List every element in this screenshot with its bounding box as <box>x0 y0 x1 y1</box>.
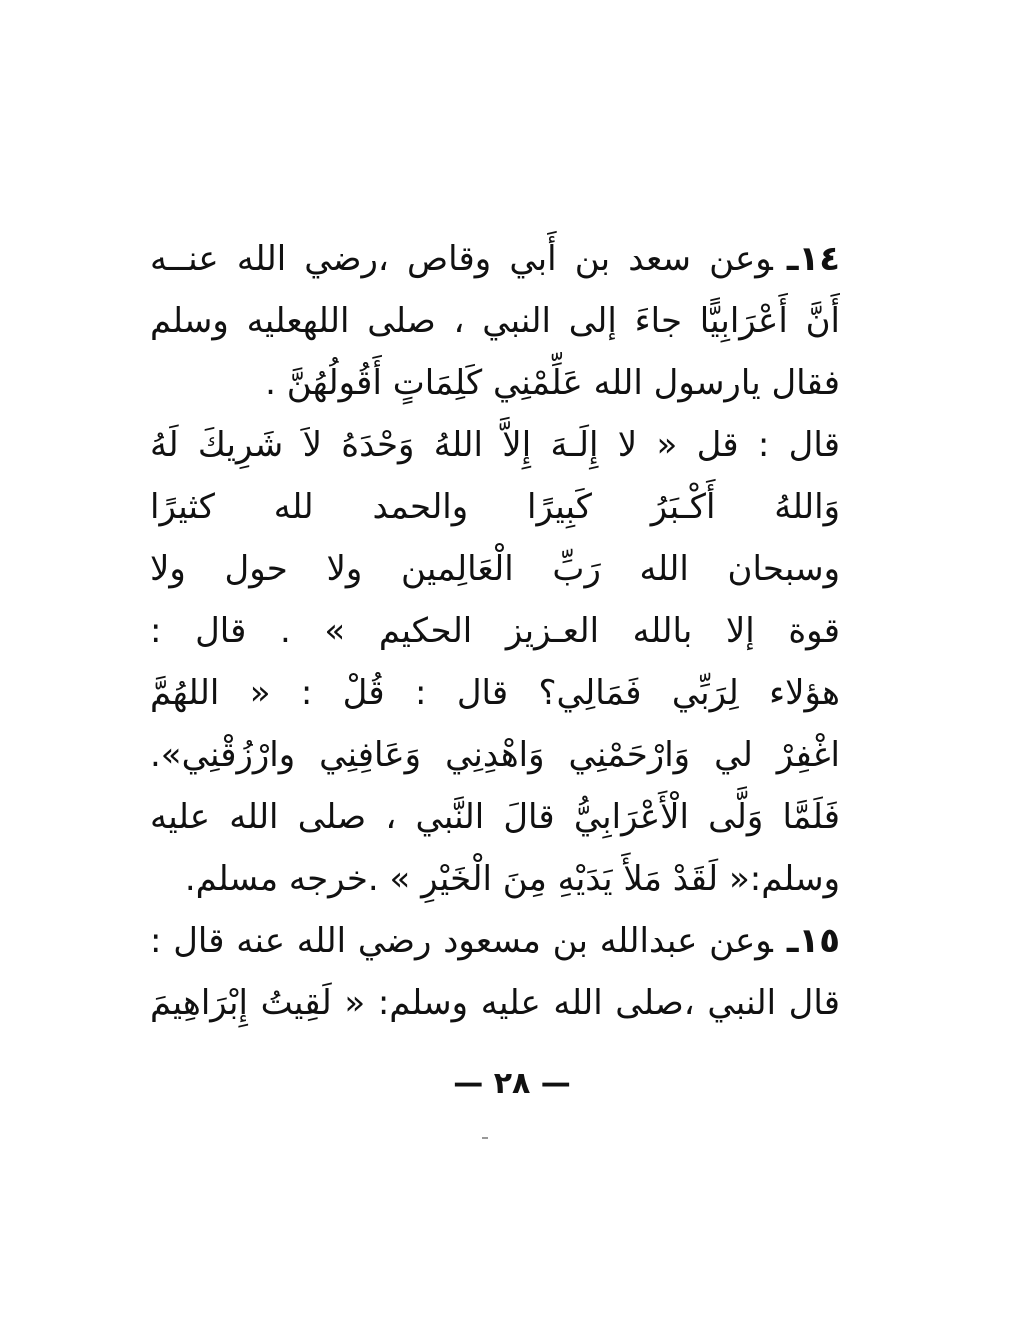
entry-number-14: ١٤ـ <box>786 239 840 279</box>
hadith-14-line-4: قال : قل « لا إِلَـهَ إِلاَّ اللهُ وَحْدَهُ لاَ شَرِيكَ لَهُ <box>150 425 840 465</box>
hadith-14-line-1 <box>150 228 840 290</box>
hadith-14-line-11: وسلم:« لَقَدْ مَلأَ يَدَيْهِ مِنَ الْخَيْرِ » .خرجه مسلم. <box>184 859 840 899</box>
entry-number-15: ١٥ـ <box>786 921 840 961</box>
hadith-14-line-10: فَلَمَّا وَلَّى الْأَعْرَابِيُّ قالَ النَّبي ، صلى الله عليه <box>150 797 840 837</box>
hadith-14-line-3: فقال يارسول الله عَلِّمْنِي كَلِمَاتٍ أَقُولُهُنَّ . <box>265 363 840 403</box>
page-number: — ٢٨ — <box>453 1066 571 1101</box>
hadith-14-line-2: أَنَّ أَعْرَابِيًّا جاءَ إلى النبي ، صلى اللهعليه وسلم <box>150 301 840 341</box>
hadith-14-line-1-text: وعن سعد بن أَبي وقاص ،رضي الله عنــه <box>150 239 773 279</box>
hadith-14-line-9: اغْفِرْ لي وَارْحَمْنِي وَاهْدِنِي وَعَافِنِي وارْزُقْنِي». <box>150 735 840 775</box>
hadith-14-line-5: وَاللهُ أَكْـبَرُ كَبِيرًا والحمد لله كثيرًا <box>150 487 840 527</box>
hadith-15-line-1 <box>150 910 840 972</box>
hadith-14-line-8: هؤلاء لِرَبِّي فَمَالِي؟ قال : قُلْ : « اللهُمَّ <box>150 673 840 713</box>
hadith-14-line-7: قوة إلا بالله العـزيز الحكيم » . قال : <box>150 611 840 651</box>
hadith-15-line-1-text: وعن عبدالله بن مسعود رضي الله عنه قال : <box>150 921 773 961</box>
hadith-14-line-6: وسبحان الله رَبِّ الْعَالِمين ولا حول ولا <box>150 549 840 589</box>
hadith-15-line-2: قال النبي ،صلى الله عليه وسلم: « لَقِيتُ إِبْرَاهِيمَ <box>150 983 840 1023</box>
text-body <box>150 228 840 1034</box>
scan-speck <box>482 1137 488 1139</box>
